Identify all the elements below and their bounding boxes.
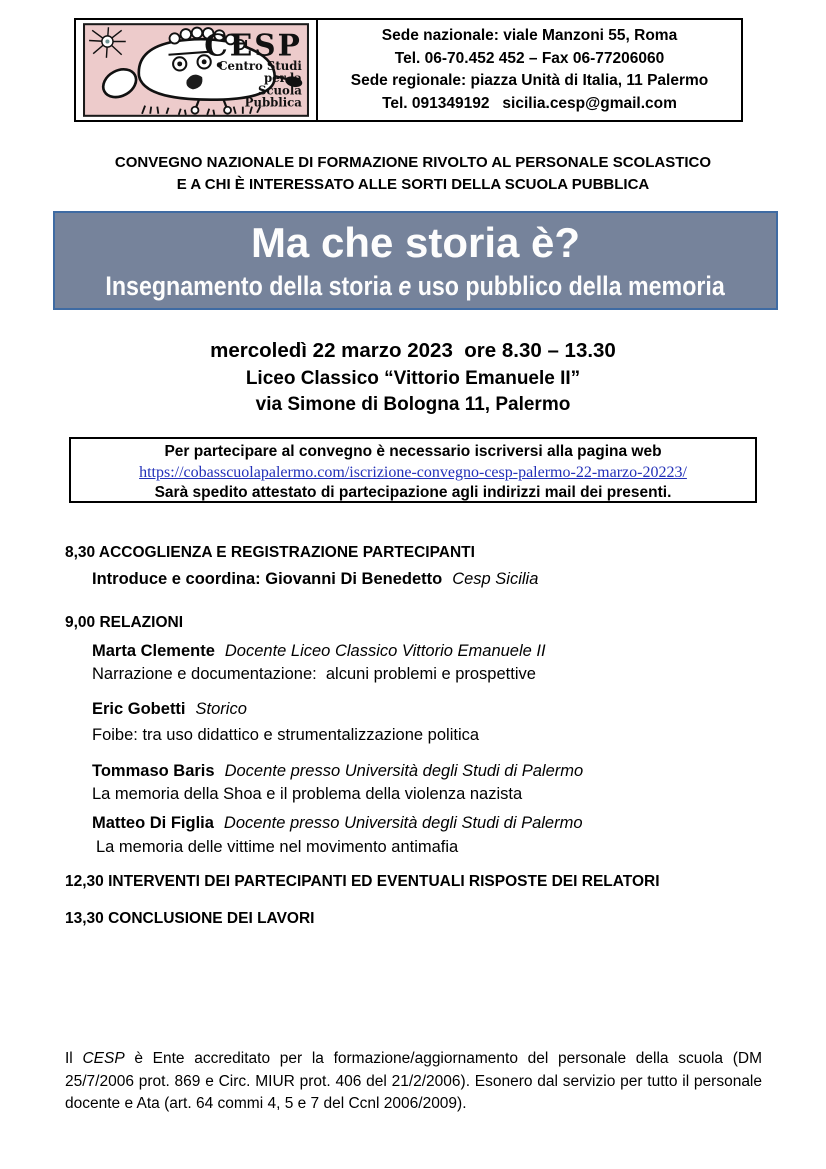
- talk-title: La memoria delle vittime nel movimento antimafia: [96, 838, 459, 856]
- subtitle-pre: Insegnamento della storia: [105, 271, 399, 301]
- convegno-heading: [0, 152, 826, 196]
- svg-text:per la: per la: [264, 71, 302, 86]
- footer-pre: Il: [65, 1050, 83, 1067]
- program-slot-1330: 13,30 CONCLUSIONE DEI LAVORI: [65, 910, 315, 927]
- address-national: Sede nazionale: viale Manzoni 55, Roma: [381, 27, 678, 44]
- speaker-name: Tommaso Baris: [92, 762, 215, 780]
- svg-text:Scuola: Scuola: [257, 83, 302, 98]
- coordinator-name: Introduce e coordina: Giovanni Di Benedetto: [92, 570, 443, 588]
- event-subtitle: [55, 269, 776, 303]
- convegno-line1: CONVEGNO NAZIONALE DI FORMAZIONE RIVOLTO AL PERSONALE SCOLASTICO: [114, 154, 712, 171]
- event-title: Ma che storia è?: [250, 219, 581, 266]
- speaker-role: Docente Liceo Classico Vittorio Emanuele II: [224, 642, 546, 660]
- address-phone-fax: Tel. 06-70.452 452 – Fax 06-77206060: [394, 49, 665, 67]
- address-phone-email: Tel. 091349192 sicilia.cesp@gmail.com: [382, 94, 677, 112]
- event-street-address: via Simone di Bologna 11, Palermo: [255, 394, 571, 415]
- talk-speaker: [92, 760, 765, 782]
- svg-text:Centro Studi: Centro Studi: [218, 58, 302, 73]
- event-venue: Liceo Classico “Vittorio Emanuele II”: [245, 368, 581, 389]
- registration-instruction: Per partecipare al convegno è necessario iscriversi alla pagina web: [164, 443, 662, 460]
- address-regional: Sede regionale: piazza Unità di Italia, 11 Palermo: [350, 72, 709, 89]
- program-slot-900: 9,00 RELAZIONI: [65, 614, 183, 631]
- footer-cesp-italic: CESP: [82, 1050, 125, 1067]
- talk-speaker: [92, 640, 765, 662]
- talk-title: Narrazione e documentazione: alcuni problemi e prospettive: [92, 665, 536, 683]
- speaker-name: Eric Gobetti: [92, 700, 186, 718]
- talk-speaker: [92, 698, 765, 720]
- registration-certificate-note: Sarà spedito attestato di partecipazione agli indirizzi mail dei presenti.: [154, 484, 672, 501]
- speaker-role: Storico: [195, 700, 247, 718]
- cesp-logo: [76, 20, 318, 120]
- convegno-line2: E A CHI È INTERESSATO ALLE SORTI DELLA SCUOLA PUBBLICA: [176, 176, 650, 193]
- title-banner: [53, 211, 778, 310]
- talk-title: Foibe: tra uso didattico e strumentalizzazione politica: [92, 726, 480, 744]
- header-table: [74, 18, 743, 122]
- program-slot-830: 8,30 ACCOGLIENZA E REGISTRAZIONE PARTECIPANTI: [65, 544, 475, 561]
- subtitle-italic-e: e: [398, 271, 412, 301]
- talk-speaker: [92, 812, 765, 834]
- svg-text:Pubblica: Pubblica: [244, 95, 302, 110]
- registration-link[interactable]: https://cobasscuolapalermo.com/iscrizione-convegno-cesp-palermo-22-marzo-20223/: [139, 464, 687, 481]
- program-slot-1230: 12,30 INTERVENTI DEI PARTECIPANTI ED EVENTUALI RISPOSTE DEI RELATORI: [65, 873, 660, 890]
- speaker-role: Docente presso Università degli Studi di Palermo: [223, 814, 583, 832]
- subtitle-post: uso pubblico della memoria: [411, 271, 726, 301]
- registration-box: [69, 437, 757, 503]
- event-info: [0, 336, 826, 418]
- accreditation-footer: [65, 1048, 762, 1116]
- cesp-logo-image: [83, 23, 309, 117]
- talk-title: La memoria della Shoa e il problema della violenza nazista: [92, 785, 523, 803]
- footer-post: è Ente accreditato per la formazione/aggiornamento del personale della scuola (DM 25/7/2006 prot. 869 e Circ. MIUR prot. 406 del 21/2/2006). Esonero dal servizio per tutto il personale docente e Ata (art. 64 commi 4, 5 e 7 del Ccnl 2006/2009).: [65, 1050, 763, 1112]
- program-coordinator: [92, 568, 765, 590]
- speaker-name: Matteo Di Figlia: [92, 814, 214, 832]
- speaker-role: Docente presso Università degli Studi di Palermo: [224, 762, 584, 780]
- speaker-name: Marta Clemente: [92, 642, 215, 660]
- event-datetime: mercoledì 22 marzo 2023 ore 8.30 – 13.30: [210, 339, 616, 362]
- coordinator-affiliation: Cesp Sicilia: [452, 570, 539, 588]
- logo-acronym: CESP: [204, 27, 302, 63]
- program-schedule: [65, 536, 765, 929]
- header-address: [318, 20, 741, 120]
